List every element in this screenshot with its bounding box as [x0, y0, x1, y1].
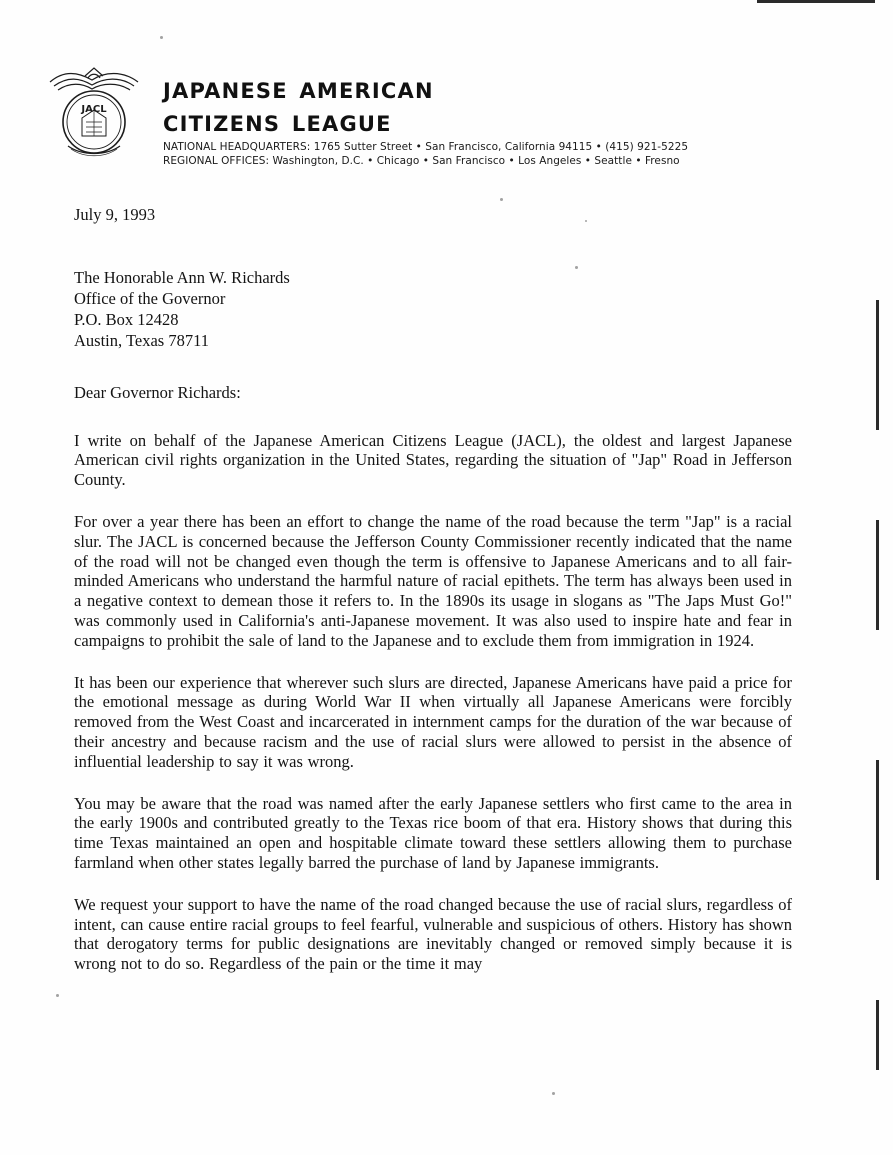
scan-edge-mark — [876, 760, 879, 880]
scan-edge-mark — [876, 1000, 879, 1070]
letter-paragraph: You may be aware that the road was named after the early Japanese settlers who first came to the area in the early 1900s and contributed greatly to the Texas rice boom of that era. History shows that during this time Texas maintained an open and hospitable climate toward these settlers allowing them to purchase farmland when other states legally barred the purchase of land by Japanese immigrants. — [74, 793, 792, 872]
letter-body — [74, 205, 792, 974]
letter-paragraph: I write on behalf of the Japanese American Citizens League (JACL), the oldest and largest Japanese American civil rights organization in the United States, regarding the situation of "Jap" Road in Jefferson County. — [74, 430, 792, 490]
svg-text:JACL: JACL — [81, 104, 107, 115]
letter-paragraph: We request your support to have the name of the road changed because the use of racial slurs, regardless of intent, can cause entire racial groups to feel fearful, vulnerable and suspicious of others. History has shown that derogatory terms for public designations are inevitably changed or removed simply because it is wrong not to do so. Regardless of the pain or the time it may — [74, 894, 792, 974]
scan-edge-mark — [876, 300, 879, 430]
organization-name-line-2: citizens league — [163, 104, 392, 139]
scan-speck — [160, 36, 163, 39]
recipient-name: The Honorable Ann W. Richards — [74, 267, 290, 287]
organization-name-line-1: japanese american — [163, 71, 434, 106]
recipient-title: Office of the Governor — [74, 288, 226, 308]
scan-speck — [500, 198, 503, 201]
recipient-address — [74, 267, 792, 351]
letter-paragraph: For over a year there has been an effort to change the name of the road because the term "Jap" is a racial slur. The JACL is concerned because the Jefferson County Commissioner recently indicated that the name of the road will not be changed even though the term is offensive to Japanese Americans and to all fair-minded Americans who understand the harmful nature of racial epithets. The term has always been used in a negative context to demean those it refers to. In the 1890s its usage in slogans as "The Japs Must Go!" was commonly used in California's anti-Japanese movement. It was also used to inspire hate and fear in campaigns to prohibit the sale of land to the Japanese and to exclude them from immigration in 1924. — [74, 511, 792, 650]
scan-speck — [56, 994, 59, 997]
letterhead — [0, 52, 893, 182]
organization-name — [163, 71, 783, 139]
national-headquarters-line: NATIONAL HEADQUARTERS: 1765 Sutter Street • San Francisco, California 94115 • (415) 921-5225 — [163, 141, 689, 153]
jacl-seal-logo — [42, 60, 150, 160]
salutation: Dear Governor Richards: — [74, 382, 241, 402]
recipient-city-state-zip: Austin, Texas 78711 — [74, 330, 209, 350]
letter-paragraph: It has been our experience that wherever such slurs are directed, Japanese Americans have paid a price for the emotional message as during World War II when virtually all Japanese Americans were forcibly removed from the West Coast and incarcerated in internment camps for the duration of the war because of their ancestry and because racism and the use of racial slurs were allowed to persist in the absence of influential leadership to say it was wrong. — [74, 672, 792, 771]
regional-offices-line: REGIONAL OFFICES: Washington, D.C. • Chicago • San Francisco • Los Angeles • Seattle • Fresno — [163, 155, 680, 167]
scan-edge-mark — [757, 0, 875, 3]
scan-speck — [552, 1092, 555, 1095]
letterhead-offices — [163, 140, 803, 168]
recipient-street: P.O. Box 12428 — [74, 309, 179, 329]
letter-date: July 9, 1993 — [74, 205, 156, 224]
scan-edge-mark — [876, 520, 879, 630]
